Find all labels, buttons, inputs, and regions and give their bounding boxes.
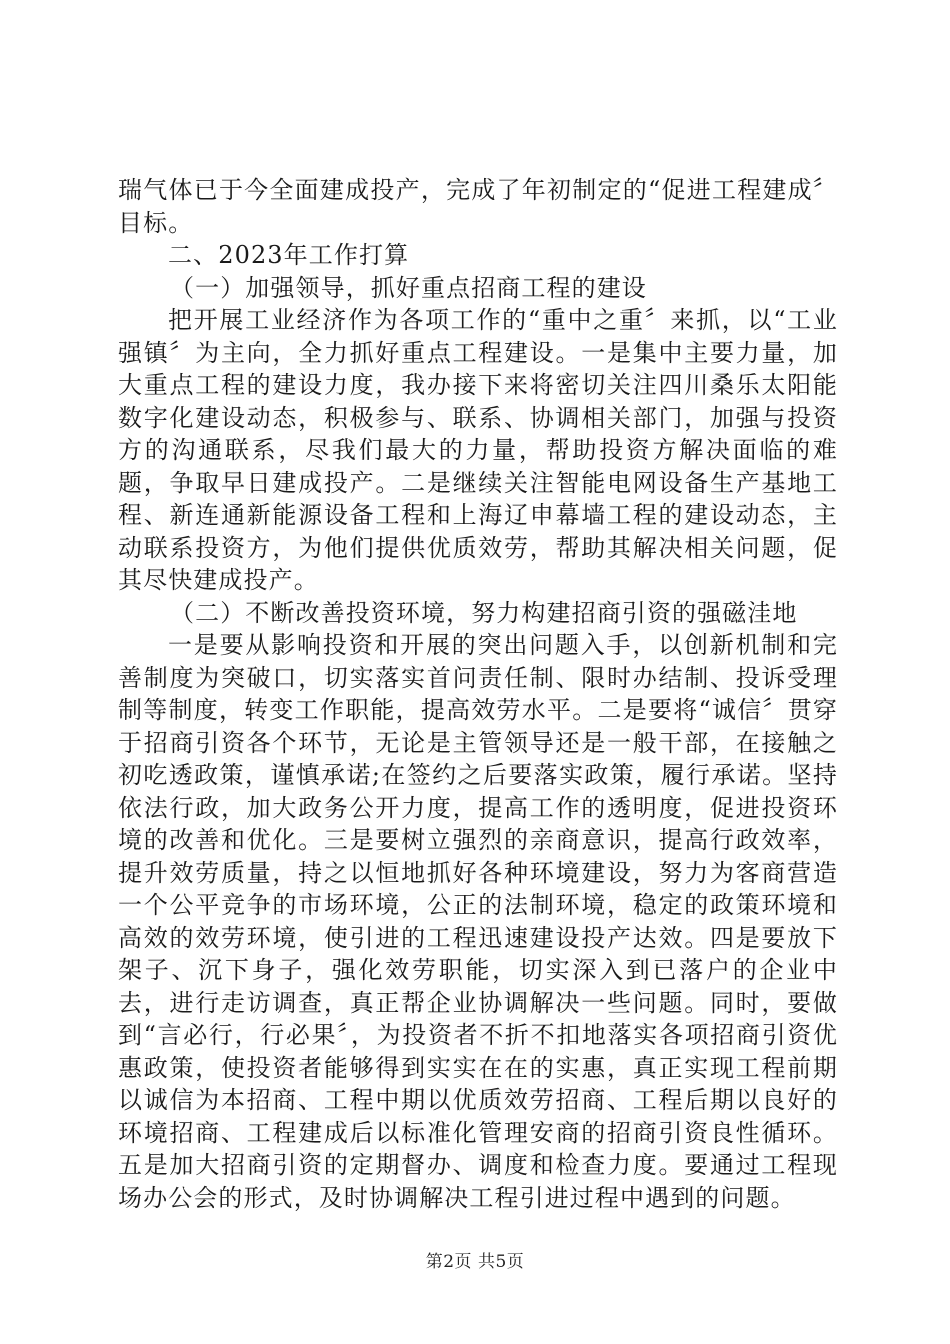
- subsection-heading-leadership: （一）加强领导，抓好重点招商工程的建设: [170, 273, 647, 302]
- document-body: [118, 174, 838, 1214]
- paragraph-continuation: 瑞气体已于今全面建成投产，完成了年初制定的“促进工程建成〞目标。: [118, 176, 838, 237]
- subsection-heading-environment: （二）不断改善投资环境，努力构建招商引资的强磁洼地: [170, 598, 798, 627]
- section-heading-plan: 二、2023年工作打算: [168, 241, 410, 269]
- paragraph-investment-environment: 一是要从影响投资和开展的突出问题入手，以创新机制和完善制度为突破口，切实落实首问责任制、限时办结制、投诉受理制等制度，转变工作职能，提高效劳水平。二是要将“诚信〞贯穿于招商引资各个环节，无论是主管领导还是一般干部，在接触之初吃透政策，谨慎承诺;在签约之后要落实政策，履行承诺。坚持依法行政，加大政务公开力度，提高工作的透明度，促进投资环境的改善和优化。三是要树立强烈的亲商意识，提高行政效率，提升效劳质量，持之以恒地抓好各种环境建设，努力为客商营造一个公平竞争的市场环境，公正的法制环境，稳定的政策环境和高效的效劳环境，使引进的工程迅速建设投产达效。四是要放下架子、沉下身子，强化效劳职能，切实深入到已落户的企业中去，进行走访调查，真正帮企业协调解决一些问题。同时，要做到“言必行，行必果〞，为投资者不折不扣地落实各项招商引资优惠政策，使投资者能够得到实实在在的实惠，真正实现工程前期以诚信为本招商、工程中期以优质效劳招商、工程后期以良好的环境招商、工程建成后以标准化管理安商的招商引资良性循环。五是加大招商引资的定期督办、调度和检查力度。要通过工程现场办公会的形式，及时协调解决工程引进过程中遇到的问题。: [118, 631, 838, 1212]
- page-number-footer: 第2页 共5页: [425, 1252, 525, 1272]
- paragraph-key-projects: 把开展工业经济作为各项工作的“重中之重〞来抓，以“工业强镇〞为主向，全力抓好重点工程建设。一是集中主要力量，加大重点工程的建设力度，我办接下来将密切关注四川桑乐太阳能数字化建设动态，积极参与、联系、协调相关部门，加强与投资方的沟通联系，尽我们最大的力量，帮助投资方解决面临的难题，争取早日建成投产。二是继续关注智能电网设备生产基地工程、新连通新能源设备工程和上海辽申幕墙工程的建设动态，主动联系投资方，为他们提供优质效劳，帮助其解决相关问题，促其尽快建成投产。: [118, 306, 838, 594]
